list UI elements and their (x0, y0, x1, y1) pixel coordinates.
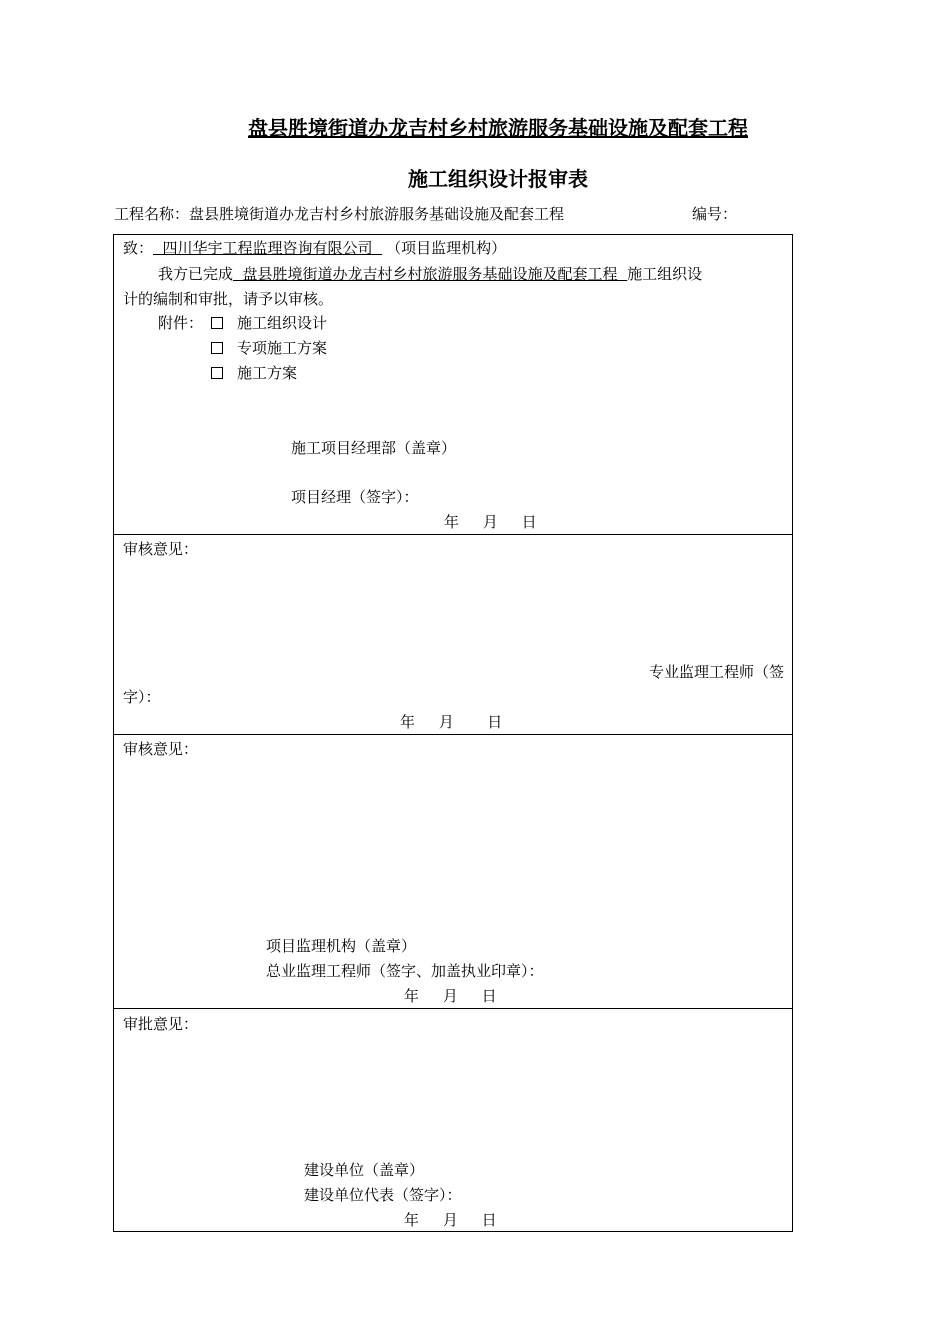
checkbox-icon[interactable] (211, 317, 223, 329)
statement-suffix: 施工组织设 (627, 265, 703, 283)
owner-approval-section (114, 1008, 792, 1231)
approval-date: 年 月 日 (404, 1211, 497, 1229)
specialist-review-section (114, 534, 792, 735)
document-title: 盘县胜境街道办龙吉村乡村旅游服务基础设施及配套工程 (248, 116, 748, 140)
statement-project-name: 盘县胜境街道办龙吉村乡村旅游服务基础设施及配套工程 (233, 265, 628, 283)
review-form-table (113, 234, 793, 1232)
supervision-org-name: 四川华宇工程监理咨询有限公司 (153, 239, 383, 257)
specialist-review-date: 年 月 日 (400, 713, 503, 731)
submission-date: 年 月 日 (444, 513, 537, 531)
number-label: 编号： (692, 205, 738, 223)
approval-opinion-label: 审批意见： (123, 1015, 199, 1033)
review-opinion-label: 审核意见： (123, 740, 199, 758)
document-subtitle: 施工组织设计报审表 (408, 167, 588, 191)
review-opinion-label: 审核意见： (123, 540, 199, 558)
chief-review-date: 年 月 日 (404, 987, 497, 1005)
checkbox-icon[interactable] (211, 342, 223, 354)
addressee-line (123, 238, 506, 258)
owner-unit-seal: 建设单位（盖章） (304, 1161, 425, 1179)
owner-representative-signature: 建设单位代表（签字）： (304, 1186, 462, 1204)
checkbox-icon[interactable] (211, 367, 223, 379)
chief-engineer-signature: 总业监理工程师（签字、加盖执业印章）： (266, 962, 544, 980)
statement-line (158, 264, 702, 284)
specialist-engineer-signature: 专业监理工程师（签 (648, 663, 784, 681)
project-manager-signature: 项目经理（签字）： (291, 488, 419, 506)
to-suffix: （项目监理机构） (386, 239, 507, 257)
attachments-label: 附件： (158, 314, 204, 332)
chief-review-section (114, 734, 792, 1009)
attachment-item: 专项施工方案 (211, 338, 327, 358)
statement-prefix: 我方已完成 (158, 265, 234, 283)
attachment-item: 施工方案 (211, 363, 297, 383)
attachment-item: 施工组织设计 (211, 313, 327, 333)
project-name-label: 工程名称：盘县胜境街道办龙吉村乡村旅游服务基础设施及配套工程 (114, 205, 565, 223)
contractor-dept-seal: 施工项目经理部（盖章） (291, 439, 457, 457)
submission-section (114, 235, 792, 535)
to-prefix: 致： (123, 239, 154, 257)
statement-line-2: 计的编制和审批，请予以审核。 (123, 290, 334, 308)
specialist-engineer-signature-cont: 字）： (123, 688, 161, 706)
supervision-org-seal: 项目监理机构（盖章） (266, 937, 417, 955)
